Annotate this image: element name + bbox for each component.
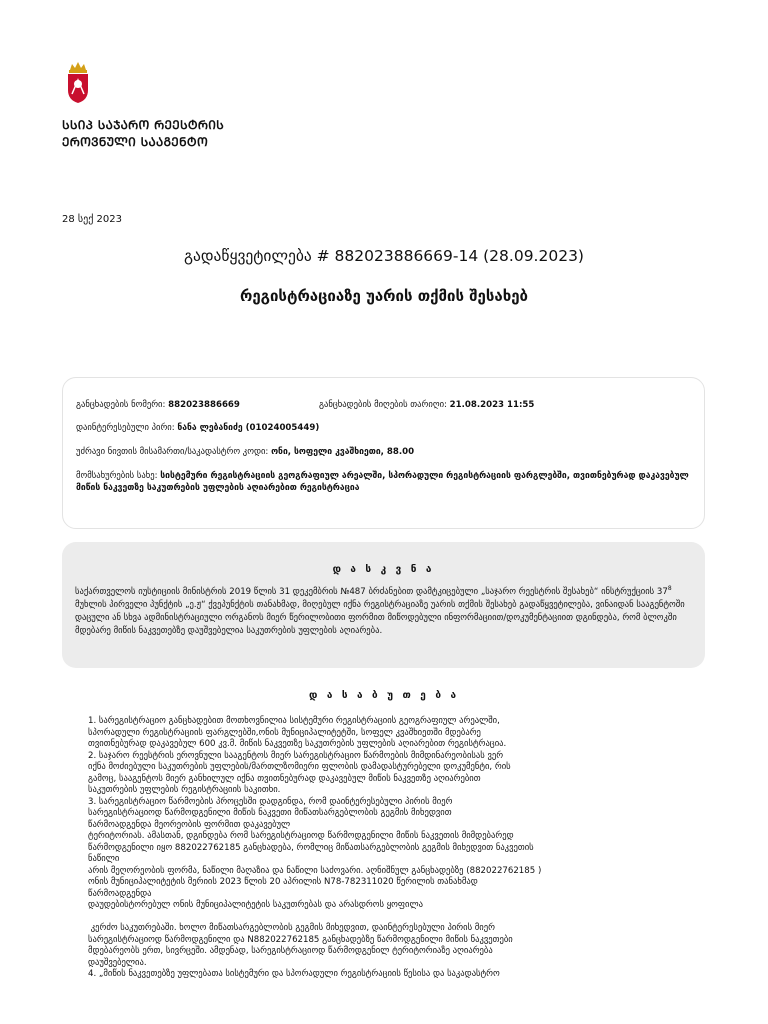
reasoning-line: დაუდებისტორებულ ონის მუნიციპალიტეტის საკუთრებას და არასდროს ყოფილა <box>88 900 423 910</box>
agency-name-line1: ᲡᲡᲘᲞ ᲡᲐᲯᲐᲠᲝ ᲠᲔᲔᲡᲢᲠᲘᲡ <box>62 118 225 132</box>
reasoning-line: სარეგისტრაციოდ წარმოდგენილი მიწის ნაკვეთი მიწათსარგებლობის გეგმის მიხედვით <box>88 808 452 818</box>
reasoning-line: 3. სარეგისტრაციო წარმოების პროცესში დადგინდა, რომ დაინტერესებული პირის მიერ <box>88 796 453 807</box>
address-row <box>76 446 414 458</box>
service-value: სისტემური რეგისტრაციის გეოგრაფიულ არეალში, სპორადული რეგისტრაციის ფარგლებში, თვითნებურად დაკავებულ მიწის ნაკვეთზე საკუთრების უფლების აღიარებით რეგისტრაცია <box>76 471 689 493</box>
reasoning-line: კერძო საკუთრებაში. ხოლო მიწათსარგებლობის გეგმის მიხედვით, დაინტერესებული პირის მიერ <box>88 923 495 933</box>
decision-title: რეგისტრაციაზე უარის თქმის შესახებ <box>239 287 529 305</box>
conclusion-text-part1: საქართველოს იუსტიციის მინისტრის 2019 წლის 31 დეკემბრის №487 ბრძანებით დამტკიცებული „საჯარო რეესტრის შესახებ“ ინსტრუქციის 37 <box>75 587 668 597</box>
reasoning-line: წარმოადგენდა <box>88 888 152 899</box>
reasoning-line <box>88 912 688 924</box>
application-number-row <box>76 399 691 411</box>
reasoning-line: დაუშვებელია. <box>88 957 147 968</box>
agency-name <box>62 117 224 151</box>
decision-number: გადაწყვეტილება # 882023886669-14 (28.09.2023) <box>184 247 584 265</box>
agency-name-line2: ᲔᲠᲝᲕᲜᲣᲚᲘ ᲡᲐᲐᲒᲔᲜᲢᲝ <box>62 135 209 149</box>
georgian-coat-of-arms-icon <box>60 60 96 104</box>
reasoning-line: წარმოადგენდა მეორეობის ფორმით დაკავებულ <box>88 819 291 830</box>
reasoning-line: საკუთრების უფლების რეგისტრაციის საკითხი. <box>88 785 281 795</box>
interested-person-row <box>76 422 319 434</box>
reasoning-line: თვითნებურად დაკავებულ 600 კვ.მ. მიწის ნაკვეთზე საკუთრების უფლების აღიარებით რეგისტრაცია. <box>88 739 507 749</box>
reasoning-line: სპორადული რეგისტრაციის ფარგლებში,ონის მუნიციპალიტეტში, სოფელ კვაშხიეთში მდებარე <box>88 727 481 738</box>
received-date-value: 21.08.2023 11:55 <box>449 400 535 410</box>
service-label: მომსახურების სახე: <box>76 471 158 481</box>
reasoning-text <box>88 716 688 981</box>
service-row <box>76 470 691 494</box>
interested-person-value: ნანა ლებანიძე (01024005449) <box>177 423 320 433</box>
received-date-pair <box>319 399 534 411</box>
reasoning-line: 1. სარეგისტრაციო განცხადებით მოთხოვნილია სისტემური რეგისტრაციის გეოგრაფიულ არეალში, <box>88 716 500 726</box>
conclusion-heading: დ ა ს კ ვ ნ ა <box>332 564 435 575</box>
conclusion-text-part2: მუხლის პირველი პუნქტის „ე.ჟ“ ქვეპუნქტის თანახმად, მიღებულ იქნა რეგისტრაციაზე უარის თქმის შესახებ გადაწყვეტილება, ვინაიდან სააგენტოში დაცული ან სხვა ადმინისტრაციული ორგანოს მიერ წერილობითი ფორმით მიწოდებული ინფორმაციით/დოკუმენტაციით დგინდება, რომ ბლოკში მდებარე მიწის ნაკვეთებზე დაუშვებელია საკუთრების უფლების აღიარება. <box>75 600 685 636</box>
application-number-value: 882023886669 <box>168 400 240 410</box>
reasoning-line: ტერიტორიას. ამასთან, დგინდება რომ სარეგისტრაციოდ წარმოდგენილი მიწის ნაკვეთის მიმდებარედ <box>88 831 514 841</box>
interested-person-label: დაინტერესებული პირი: <box>76 423 175 433</box>
document-date: 28 სექ 2023 <box>62 214 122 225</box>
reasoning-line: 4. „მიწის ნაკვეთებზე უფლებათა სისტემური და სპორადული რეგისტრაციის წესისა და საკადასტრო <box>88 969 500 979</box>
reasoning-line: გამოც, სააგენტოს მიერ განხილულ იქნა თვითნებურად დაკავებულ მიწის ნაკვეთზე აღიარებით <box>88 773 481 784</box>
conclusion-text-sup: 8 <box>667 585 672 593</box>
reasoning-line: ნაწილი <box>88 854 120 864</box>
reasoning-line: იქნა მოძიებული საკუთრების უფლების/მართლზომიერი ფლობის დამადასტურებელი დოკუმენტი, რის <box>88 762 511 772</box>
address-label: უძრავი ნივთის მისამართი/საკადასტრო კოდი: <box>76 447 269 457</box>
received-date-label: განცხადების მიღების თარიღი: <box>319 400 447 410</box>
conclusion-text <box>75 586 695 638</box>
reasoning-line: არის მეღორეობის ფორმა, ნაწილი მაღაზია და ნაწილი საძოვარი. აღნიშნულ განცხადებზე (882022762185 ) <box>88 865 542 876</box>
reasoning-heading: დ ა ს ა ბ უ თ ე ბ ა <box>309 690 459 701</box>
application-info-box <box>62 377 705 529</box>
application-number-label: განცხადების ნომერი: <box>76 400 166 410</box>
address-value: ონი, სოფელი კვაშხიეთი, 88.00 <box>271 447 415 457</box>
conclusion-box <box>62 542 705 668</box>
reasoning-line: სარეგისტრაციოდ წარმოდგენილი და N882022762185 განცხადებზე წარმოდგენილი მიწის ნაკვეთები <box>88 934 513 945</box>
reasoning-line: მდებარეობს ერთ, სივრცეში. ამდენად, სარეგისტრაციოდ წარმოდგენილ ტერიტორიაზე აღიარება <box>88 946 493 956</box>
reasoning-line: 2. საჯარო რეესტრის ეროვნული სააგენტოს მიერ სარეგისტრაციო წარმოების მიმდინარეობისას ვერ <box>88 750 504 761</box>
reasoning-line: ონის მუნიციპალიტეტის მერიის 2023 წლის 20 აპრილის N78-782311020 წერილის თანახმად <box>88 877 478 887</box>
reasoning-line: წარმოდგენილი იყო 882022762185 განცხადება, რომლიც მიწათსარგებლობის გეგმის მიხედვით ნაკვეთის <box>88 842 534 853</box>
